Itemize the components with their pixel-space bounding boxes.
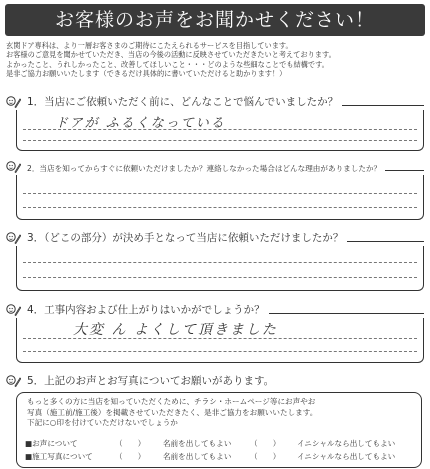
consent-row-photo — [25, 451, 413, 462]
consent-option-label: 名前を出してもよい — [163, 452, 232, 461]
pencil-hand-icon — [6, 231, 21, 245]
answer-box[interactable] — [16, 175, 424, 220]
intro-line: よかったこと、うれしかったこと、改善してほしいこと・・・どのような些細なことでも結構です。 — [6, 59, 329, 69]
question-1 — [6, 94, 424, 151]
pencil-hand-icon — [6, 95, 21, 109]
intro-line: 玄関ドア専科は、より一層お客さまのご期待にこたえられるサービスを目指しています。 — [6, 41, 293, 50]
answer-box[interactable] — [16, 110, 424, 151]
handwritten-answer: 大変 ん よくして頂きました — [73, 322, 278, 338]
question-2 — [6, 159, 424, 220]
consent-choice-initial[interactable]: （ ） — [250, 452, 281, 461]
intro-line: お客様のご意見を聞かせていただき、当店の今後の活動に反映させていただきたいと考えております。 — [6, 50, 336, 60]
question-title: 2．当店を知ってからすぐに依頼いただけましたか？連絡しなかった場合はどんな理由がありましたか？ — [27, 164, 382, 173]
request-line: 写真（施工前/施工後）を掲載させていただきたく、是非ご協力をお願いいたします。 — [27, 407, 318, 417]
consent-row-voice — [25, 438, 413, 449]
question-3 — [6, 230, 424, 291]
question-title: 5．上記のお声とお写真についてお願いがあります。 — [27, 375, 275, 387]
consent-choice-name[interactable]: （ ） — [115, 452, 146, 461]
consent-label: ■お声について — [25, 439, 78, 448]
request-line: もっと多くの方に当店を知っていただくために、チラシ・ホームページ等にお声やお — [27, 397, 316, 406]
publication-request-box — [16, 392, 422, 468]
intro-text — [6, 41, 426, 79]
answer-box[interactable] — [16, 246, 424, 291]
page-title: お客様のお声をお聞かせください！ — [54, 9, 375, 31]
request-line: 下記に○印を付けていただけないでしょうか — [27, 418, 178, 427]
consent-option-label: イニシャルなら出してもよい — [297, 439, 396, 448]
consent-choice-name[interactable]: （ ） — [115, 439, 146, 448]
pencil-hand-icon — [6, 160, 21, 174]
consent-label: ■施工写真について — [25, 452, 93, 461]
pencil-hand-icon — [6, 374, 21, 388]
intro-line: 是非ご協力お願いいたします（できるだけ具体的に書いていただけると助かります！） — [6, 69, 287, 79]
answer-box[interactable] — [16, 318, 424, 363]
question-title: 1．当店にご依頼いただく前に、どんなことで悩んでいましたか？ — [27, 96, 339, 108]
consent-option-label: イニシャルなら出してもよい — [297, 452, 396, 461]
pencil-hand-icon — [6, 303, 21, 317]
consent-option-label: 名前を出してもよい — [163, 439, 232, 448]
question-4 — [6, 302, 424, 363]
handwritten-answer: ドアが ふるくなっている — [55, 116, 226, 131]
question-5 — [6, 373, 424, 388]
question-title: 4．工事内容および仕上がりはいかがでしょうか？ — [27, 304, 265, 316]
question-title: 3．（どこの部分）が決め手となって当店に依頼いただけましたか？ — [27, 232, 344, 244]
page-header — [5, 4, 425, 36]
consent-choice-initial[interactable]: （ ） — [250, 439, 281, 448]
